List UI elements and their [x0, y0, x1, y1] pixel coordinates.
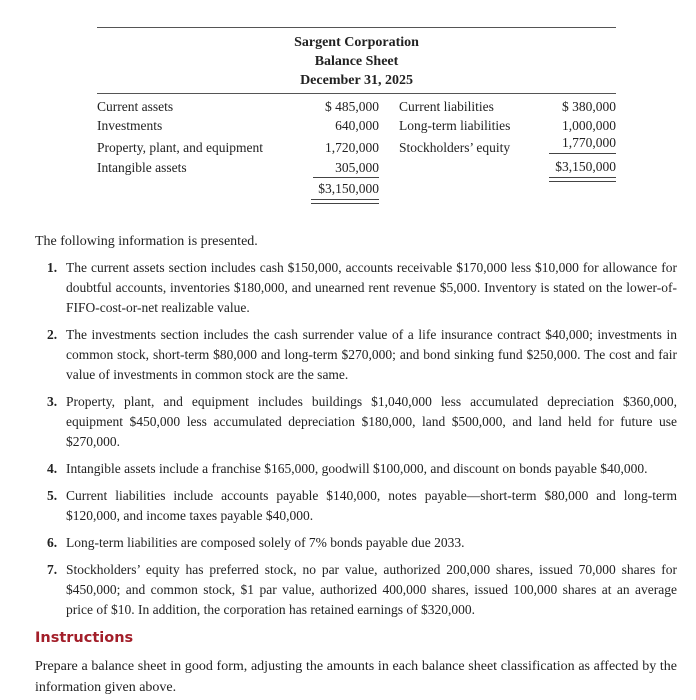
asset-amount: 640,000 [335, 118, 379, 133]
item-text: Intangible assets include a franchise $165,000, goodwill $100,000, and discount on bonds payable $40,000. [66, 461, 648, 476]
equity-label: Stockholders’ equity [399, 140, 511, 155]
liabilities-equity-total: $3,150,000 [555, 159, 616, 174]
double-underline [549, 177, 616, 182]
equity-amount: 1,770,000 [549, 135, 616, 154]
list-item [47, 459, 677, 479]
item-number: 3. [47, 394, 58, 409]
assets-total: $3,150,000 [318, 181, 379, 196]
liability-label: Current liabilities [399, 99, 494, 114]
instructions-heading: Instructions [35, 630, 134, 646]
item-number: 2. [47, 327, 58, 342]
item-number: 6. [47, 535, 58, 550]
list-item [47, 325, 677, 385]
statement-title: Balance Sheet [314, 54, 399, 69]
liability-label: Long-term liabilities [399, 118, 511, 133]
liability-amount: 1,000,000 [562, 118, 616, 133]
double-underline [311, 199, 379, 204]
list-item [47, 258, 677, 318]
statement-date: December 31, 2025 [300, 73, 413, 88]
header-rule [97, 93, 616, 94]
list-item [47, 560, 677, 620]
information-list [47, 258, 677, 627]
item-number: 5. [47, 488, 58, 503]
liability-amount: $ 380,000 [562, 99, 616, 114]
asset-amount: 1,720,000 [325, 140, 379, 155]
item-number: 7. [47, 562, 58, 577]
list-item [47, 533, 677, 553]
item-text: The investments section includes the cash surrender value of a life insurance contract $40,000; investments in common stock, short-term $80,000 and long-term $270,000; and bond sinking fund $250,000. The cost and fair value of investments in common stock are the same. [66, 327, 677, 382]
intro-text: The following information is presented. [35, 234, 258, 249]
item-text: Current liabilities include accounts payable $140,000, notes payable—short-term $80,000 and long-term $120,000, and income taxes payable $40,000. [66, 488, 677, 523]
asset-label: Investments [97, 118, 163, 133]
item-text: Stockholders’ equity has preferred stock, no par value, authorized 200,000 shares, issued 70,000 shares for $450,000; and common stock, $1 par value, authorized 400,000 shares, issued 100,000 shares at an average price of $10. In addition, the corporation has retained earnings of $320,000. [66, 562, 677, 617]
item-text: Long-term liabilities are composed solely of 7% bonds payable due 2033. [66, 535, 465, 550]
item-text: Property, plant, and equipment includes buildings $1,040,000 less accumulated depreciation $360,000, equipment $450,000 less accumulated depreciation $180,000, land $500,000, and land held for future use $270,000. [66, 394, 677, 449]
asset-label: Current assets [97, 99, 174, 114]
asset-label: Intangible assets [97, 160, 187, 175]
item-number: 1. [47, 260, 58, 275]
list-item [47, 392, 677, 452]
instructions-text: Prepare a balance sheet in good form, adjusting the amounts in each balance sheet classification as affected by the information given above. [35, 659, 677, 695]
asset-amount: 305,000 [313, 160, 379, 178]
asset-label: Property, plant, and equipment [97, 140, 263, 155]
item-text: The current assets section includes cash $150,000, accounts receivable $170,000 less $10,000 for allowance for doubtful accounts, inventories $180,000, and unearned rent revenue $5,000. Inventory is stated on the lower-of-FIFO-cost-or-net realizable value. [66, 260, 677, 315]
top-rule [97, 27, 616, 28]
list-item [47, 486, 677, 526]
item-number: 4. [47, 461, 58, 476]
asset-amount: $ 485,000 [325, 99, 379, 114]
company-name: Sargent Corporation [294, 35, 419, 50]
